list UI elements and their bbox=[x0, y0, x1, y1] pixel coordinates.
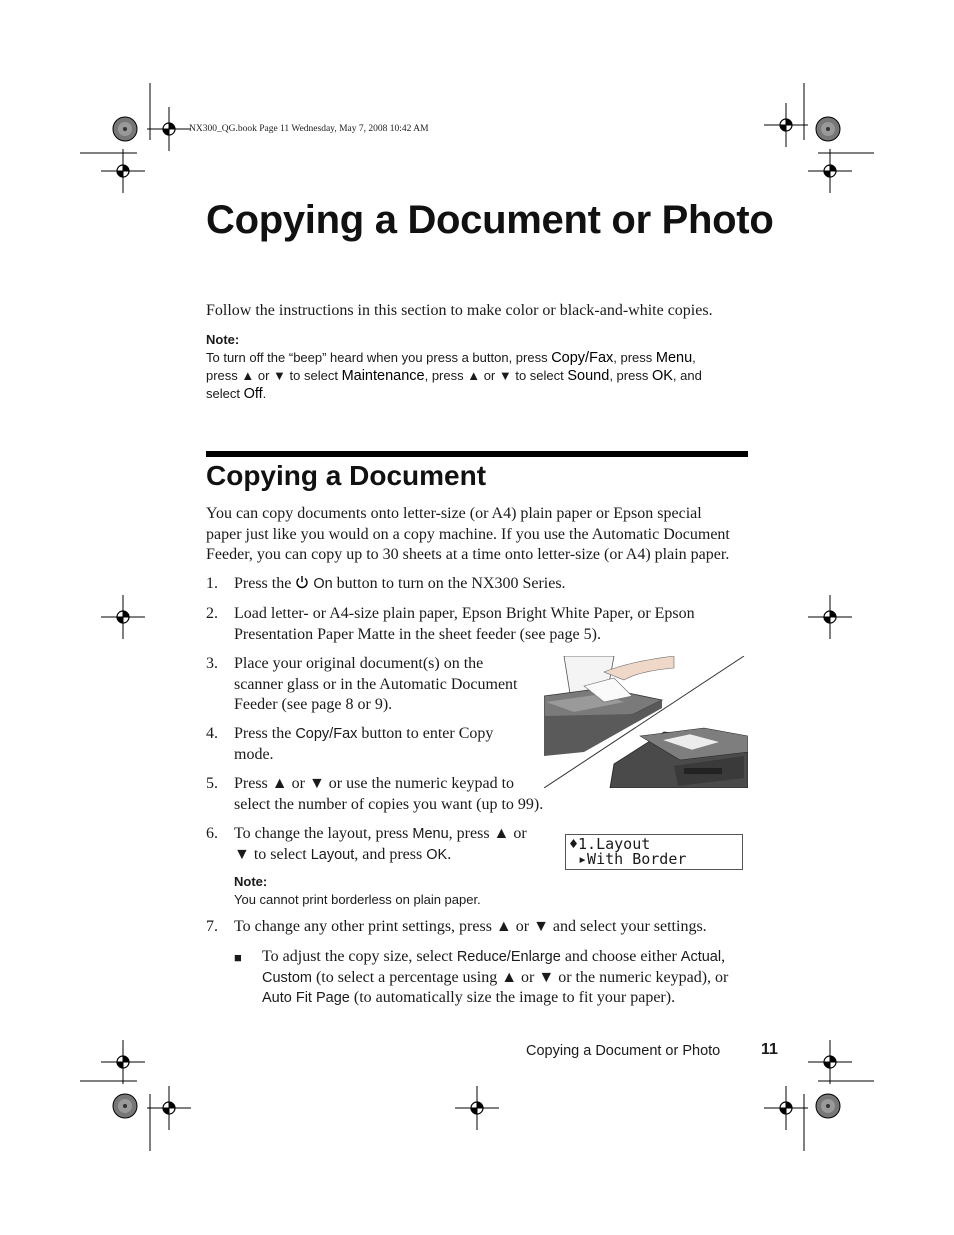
power-icon bbox=[295, 575, 309, 589]
section-paragraph: You can copy documents onto letter-size (or A4) plain paper or Epson special paper just like you would on a copy machine. If you use the Automatic Document Feeder, you can copy up to 30 sheets at a time onto letter-size (or A4) plain paper. bbox=[206, 505, 730, 563]
printer-illustration bbox=[544, 656, 748, 788]
lcd-display bbox=[565, 834, 743, 870]
page-number: 11 bbox=[761, 1041, 778, 1058]
footer-section-title: Copying a Document or Photo bbox=[526, 1043, 721, 1059]
note-text: You cannot print borderless on plain paper. bbox=[234, 892, 481, 907]
note-beep bbox=[206, 332, 751, 403]
intro-paragraph: Follow the instructions in this section to make color or black-and-white copies. bbox=[206, 302, 713, 319]
lcd-line-1: ♦1.Layout bbox=[569, 835, 651, 853]
note-text: To turn off the “beep” heard when you press a button, press Copy/Fax, press Menu, press ▲ or ▼ to select Maintenance, press ▲ or ▼ to select Sound, press OK, and select Off. bbox=[206, 350, 702, 402]
section-title: Copying a Document bbox=[206, 460, 487, 491]
bullet-square-icon: ■ bbox=[234, 950, 242, 965]
book-header-line: NX300_QG.book Page 11 Wednesday, May 7, 2008 10:42 AM bbox=[189, 124, 429, 134]
note-borderless bbox=[234, 874, 554, 908]
note-label: Note: bbox=[206, 332, 240, 347]
section-rule bbox=[206, 451, 748, 457]
page-title: Copying a Document or Photo bbox=[206, 198, 774, 242]
note-label: Note: bbox=[234, 874, 268, 889]
lcd-line-2: ▸With Border bbox=[569, 850, 687, 868]
